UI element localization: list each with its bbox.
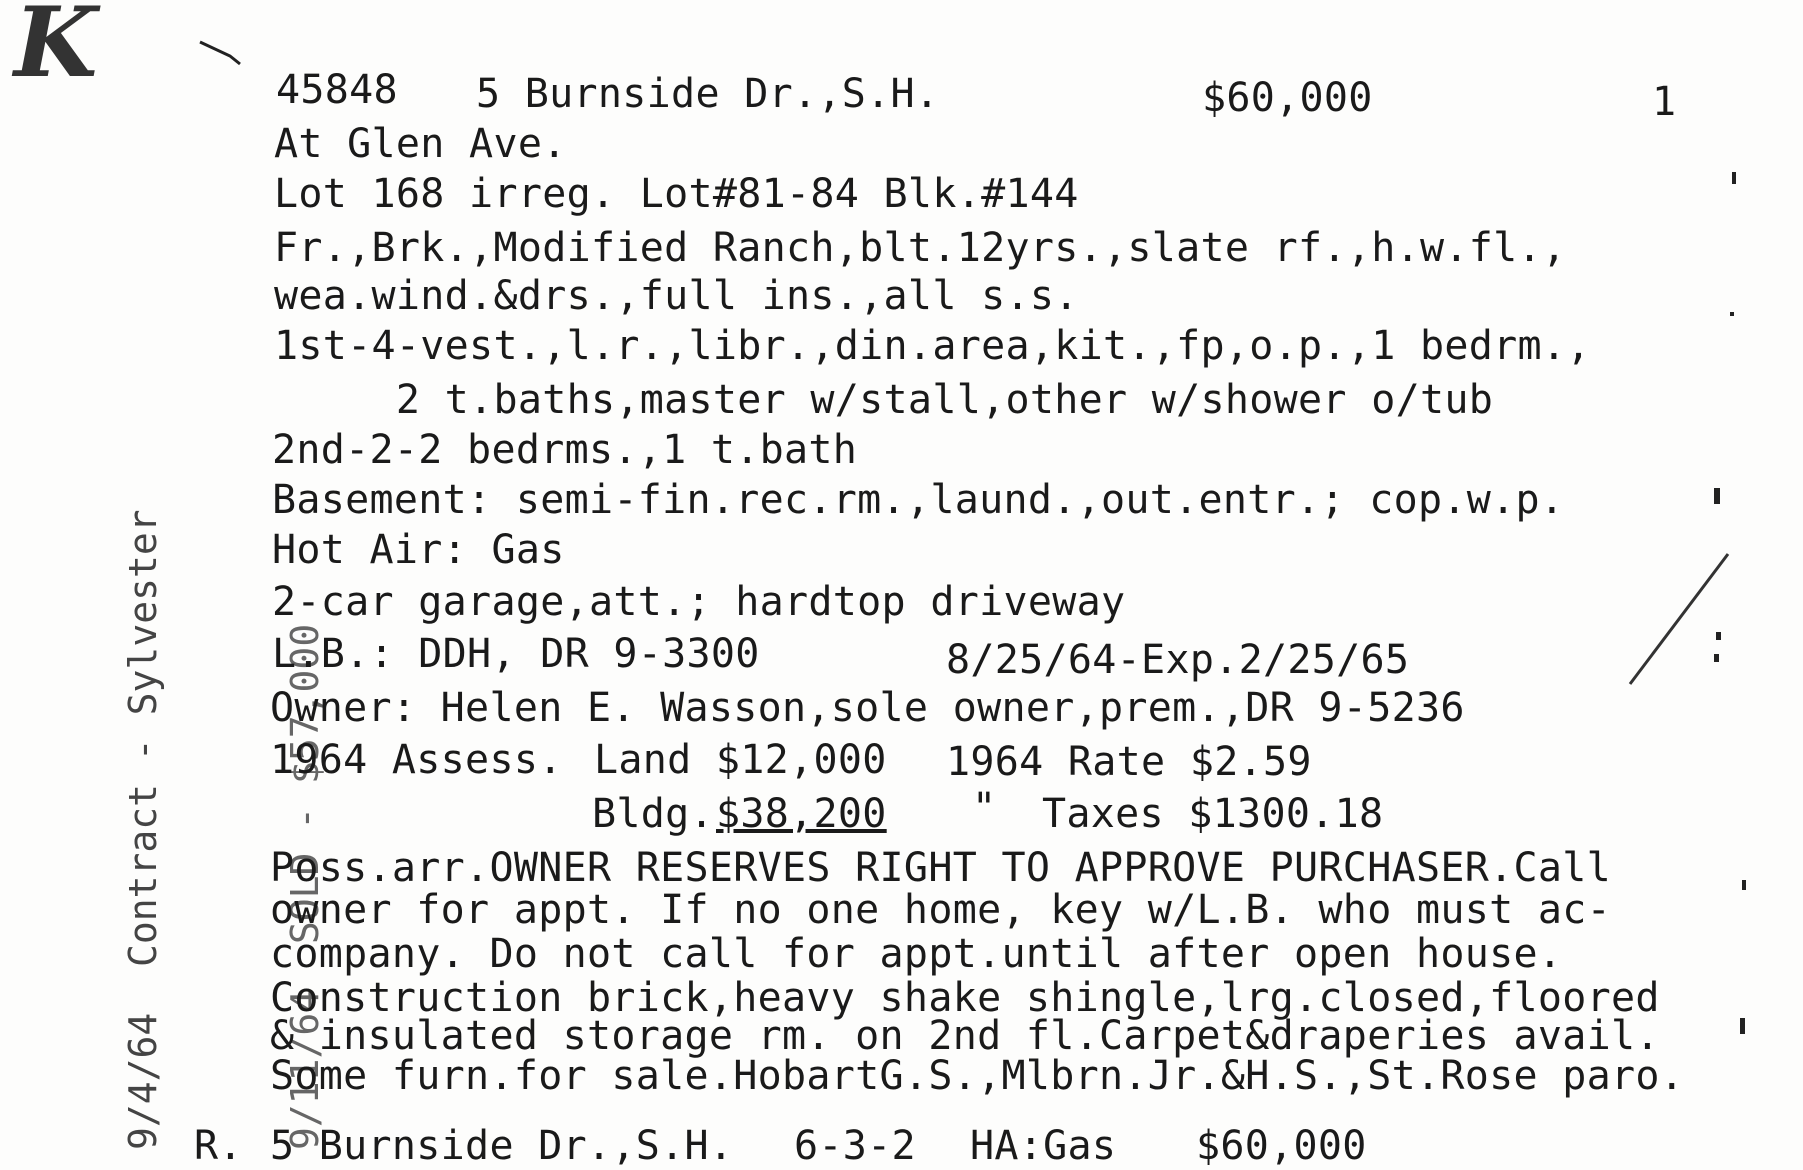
margin-dot: [1732, 172, 1736, 184]
remarks-line: & insulated storage rm. on 2nd fl.Carpet&draperies avail.: [270, 1013, 1660, 1059]
first-floor-baths: 2 t.baths,master w/stall,other w/shower o/tub: [274, 377, 1494, 423]
check-tick-mark: [198, 36, 258, 76]
assess-bldg-value: $38,200: [716, 791, 887, 837]
footer-price: $60,000: [1196, 1123, 1367, 1169]
listing-address: 5 Burnside Dr.,S.H.: [476, 71, 940, 117]
footer-rooms: 6-3-2: [794, 1123, 916, 1169]
pencil-slash-mark: [1620, 548, 1740, 688]
listing-dates: 8/25/64-Exp.2/25/65: [946, 637, 1410, 683]
listing-number: 45848: [276, 67, 398, 113]
construction-info-cont: wea.wind.&drs.,full ins.,all s.s.: [274, 273, 1079, 319]
footer-address: 5 Burnside Dr.,S.H.: [270, 1123, 734, 1169]
tax-rate: 1964 Rate $2.59: [946, 739, 1312, 785]
remarks-line: owner for appt. If no one home, key w/L.B. who must ac-: [270, 887, 1612, 933]
remarks-line: Poss.arr.OWNER RESERVES RIGHT TO APPROVE PURCHASER.Call: [270, 845, 1612, 891]
contract-note: 9/4/64 Contract - Sylvester: [121, 509, 165, 1150]
assess-label: 1964 Assess.: [270, 737, 563, 783]
construction-info: Fr.,Brk.,Modified Ranch,blt.12yrs.,slate rf.,h.w.fl.,: [274, 225, 1567, 271]
assess-bldg-label: Bldg.: [592, 791, 714, 837]
owner-info: Owner: Helen E. Wasson,sole owner,prem.,DR 9-5236: [270, 685, 1465, 731]
assess-land: Land $12,000: [594, 737, 887, 783]
first-floor-info: 1st-4-vest.,l.r.,libr.,din.area,kit.,fp,o.p.,1 bedrm.,: [274, 323, 1591, 369]
taxes-info: Taxes $1300.18: [1042, 791, 1384, 837]
remarks-line: company. Do not call for appt.until after open house.: [270, 931, 1563, 977]
sold-note: 9/11/64 SOLD - $57,000: [283, 623, 327, 1150]
ditto-mark: ": [972, 785, 997, 831]
cross-street: At Glen Ave.: [274, 121, 567, 167]
margin-dot: [1716, 632, 1721, 640]
lot-info: Lot 168 irreg. Lot#81-84 Blk.#144: [274, 171, 1079, 217]
card-number: 1: [1652, 79, 1677, 125]
listing-price: $60,000: [1202, 75, 1373, 121]
footer-prefix: R.: [194, 1123, 243, 1169]
margin-initial-mark: K: [14, 0, 98, 99]
remarks-line: Construction brick,heavy shake shingle,lrg.closed,floored: [270, 975, 1660, 1021]
footer-heat: HA:Gas: [970, 1123, 1117, 1169]
margin-dot: [1740, 1018, 1745, 1034]
garage-info: 2-car garage,att.; hardtop driveway: [272, 579, 1126, 625]
second-floor-info: 2nd-2-2 bedrms.,1 t.bath: [272, 427, 858, 473]
margin-dot: [1742, 880, 1746, 890]
margin-dot: [1714, 488, 1720, 504]
remarks-line: Some furn.for sale.HobartG.S.,Mlbrn.Jr.&H.S.,St.Rose paro.: [270, 1053, 1685, 1099]
margin-dot: [1730, 312, 1734, 316]
basement-info: Basement: semi-fin.rec.rm.,laund.,out.entr.; cop.w.p.: [272, 477, 1565, 523]
heating-info: Hot Air: Gas: [272, 527, 565, 573]
margin-dot: [1714, 654, 1719, 662]
lockbox-info: L.B.: DDH, DR 9-3300: [272, 631, 760, 677]
